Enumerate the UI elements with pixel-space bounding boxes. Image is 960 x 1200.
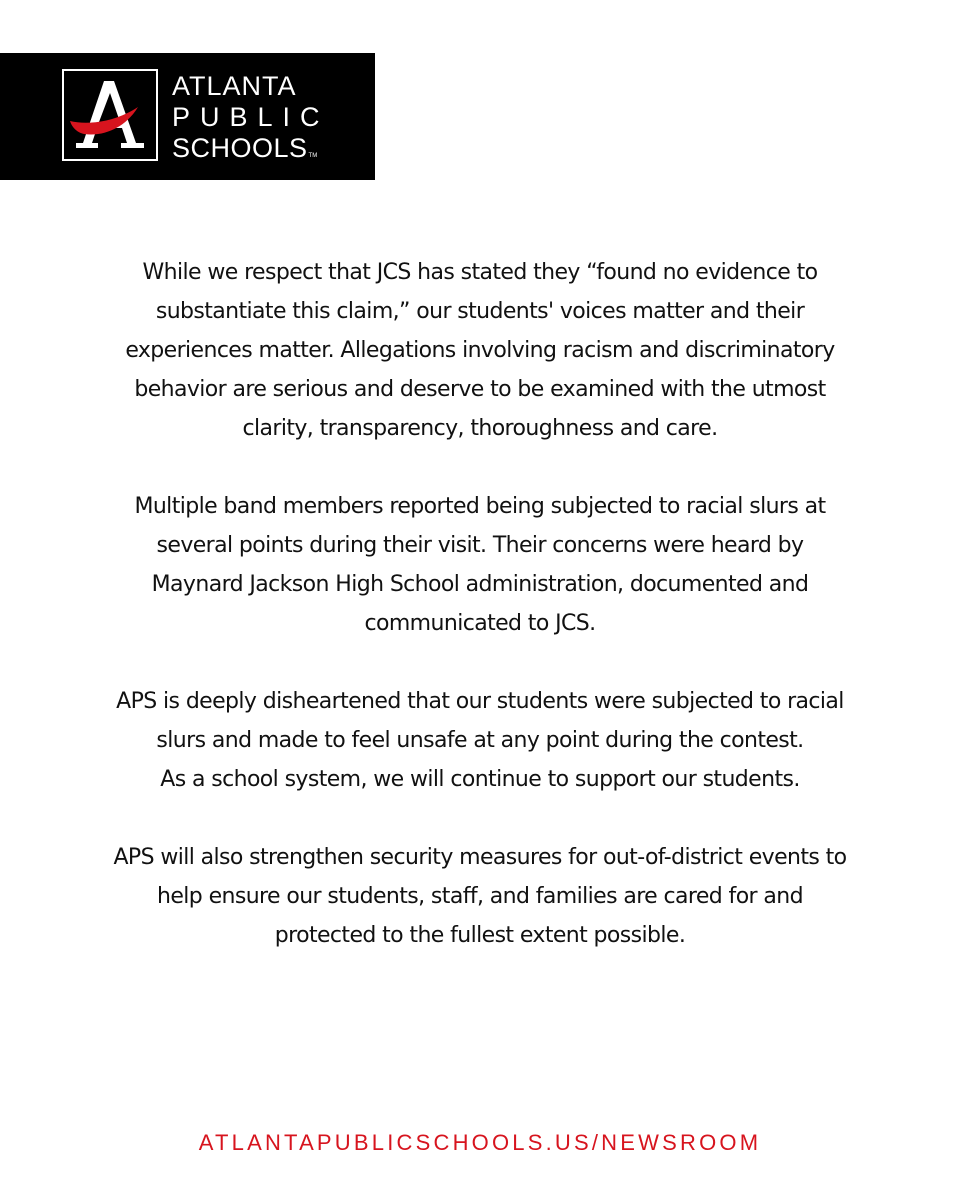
paragraph-1 (40, 253, 920, 448)
paragraph-4 (40, 838, 920, 955)
text-line: protected to the fullest extent possible. (274, 923, 686, 948)
text-line: While we respect that JCS has stated they “found no evidence to (142, 260, 818, 285)
logo-line-public: PUBLIC (172, 102, 330, 132)
text-line: APS is deeply disheartened that our students were subjected to racial (116, 689, 844, 714)
text-line: several points during their visit. Their concerns were heard by (156, 533, 804, 558)
logo-line-atlanta: ATLANTA (172, 71, 297, 101)
trademark-mark: TM (308, 153, 318, 159)
logo-line-schools: SCHOOLSTM (172, 133, 318, 163)
text-line: substantiate this claim,” our students' voices matter and their (155, 299, 805, 324)
newsroom-link[interactable]: ATLANTAPUBLICSCHOOLS.US/NEWSROOM (198, 1130, 762, 1155)
text-line: slurs and made to feel unsafe at any point during the contest. (156, 728, 804, 753)
statement-body (40, 253, 920, 994)
aps-letter-a-swoosh-icon (64, 71, 156, 159)
text-line: APS will also strengthen security measures for out-of-district events to (113, 845, 847, 870)
text-line: behavior are serious and deserve to be examined with the utmost (134, 377, 826, 402)
text-line: experiences matter. Allegations involving racism and discriminatory (125, 338, 835, 363)
paragraph-2 (40, 487, 920, 643)
paragraph-3 (40, 682, 920, 799)
logo-wordmark (172, 71, 330, 172)
logo-banner (0, 53, 375, 180)
text-line: As a school system, we will continue to support our students. (160, 767, 800, 792)
text-line: clarity, transparency, thoroughness and care. (242, 416, 718, 441)
text-line: Maynard Jackson High School administration, documented and (151, 572, 809, 597)
text-line: communicated to JCS. (364, 611, 596, 636)
logo-emblem (62, 69, 158, 161)
text-line: Multiple band members reported being subjected to racial slurs at (134, 494, 826, 519)
text-line: help ensure our students, staff, and families are cared for and (157, 884, 803, 909)
